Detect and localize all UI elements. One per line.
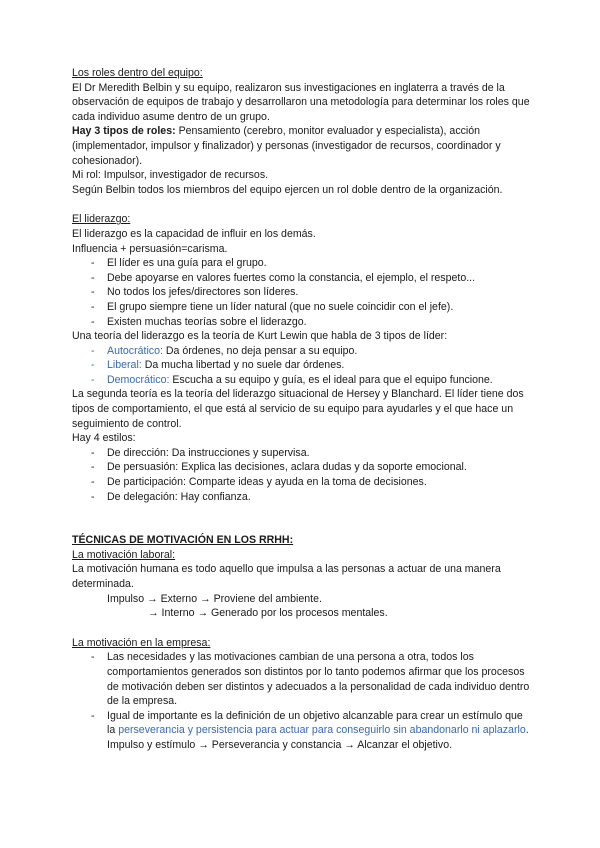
lewin-types <box>72 344 532 388</box>
point2-end: . <box>525 724 529 737</box>
list-item: - No todos los jefes/directores son líderes. <box>72 285 532 300</box>
styles-intro: Hay 4 estilos: <box>72 432 136 445</box>
leadership-points <box>72 256 532 329</box>
list-item: - De persuasión: Explica las decisiones, aclara dudas y da soporte emocional. <box>72 460 532 475</box>
roles-intro: El Dr Meredith Belbin y su equipo, realizaron sus investigaciones en inglaterra a través de la observación de equipos de trabajo y desarrollaron una metodología para determinar los roles que cada individuo asume dentro de un grupo. <box>72 81 530 123</box>
list-item: - De dirección: Da instrucciones y supervisa. <box>72 446 532 461</box>
roles-types <box>72 124 532 168</box>
roles-types-rest: Pensamiento (cerebro, monitor evaluador y especialista), acción (implementador, impulsor y finalizador) y personas (investigador de recursos, coordinador y cohesionador). <box>72 125 501 167</box>
lewin-type-name: Liberal: <box>107 359 142 372</box>
list-item: - Existen muchas teorías sobre el liderazgo. <box>72 315 532 330</box>
lewin-type-desc: Escucha a su equipo y guía, es el ideal para que el equipo funcione. <box>169 373 493 386</box>
point2-start: Igual de importante es la definición de un objetivo alcanzable para crear un estímulo que la <box>107 709 523 737</box>
roles-heading: Los roles dentro del equipo: <box>72 67 203 79</box>
document-page <box>72 66 532 753</box>
my-role: Mi rol: Impulsor, investigador de recursos. <box>72 169 269 182</box>
leadership-styles <box>72 446 532 504</box>
lewin-type-desc: Da órdenes, no deja pensar a su equipo. <box>162 344 358 357</box>
company-heading: La motivación en la empresa: <box>72 636 211 649</box>
labor-heading: La motivación laboral: <box>72 548 176 561</box>
list-item: - Las necesidades y las motivaciones cambian de una persona a otra, todos los comportamientos generados son distintos por lo tanto podemos afirmar que los procesos de motivación deben ser distintos y adecuados a la personalidad de cada individuo dentro de la empresa. <box>72 650 532 708</box>
list-item: - De participación: Comparte ideas y ayuda en la toma de decisiones. <box>72 475 532 490</box>
lewin-type-desc: Da mucha libertad y no suele dar órdenes. <box>141 359 345 372</box>
lewin-intro: Una teoría del liderazgo es la teoría de Kurt Lewin que habla de 3 tipos de líder: <box>72 330 448 343</box>
hersey-theory: La segunda teoría es la teoría del liderazgo situacional de Hersey y Blanchard. El líder tiene dos tipos de comportamiento, el que está al servicio de su equipo para ayudarles y el que hace un seguimiento de control. <box>72 388 524 430</box>
list-item <box>72 373 532 388</box>
lewin-type-name: Autocrático: <box>107 344 163 357</box>
leadership-formula: Influencia + persuasión=carisma. <box>72 242 228 255</box>
roles-types-bold: Hay 3 tipos de roles: <box>72 125 176 138</box>
lewin-type-name: Democrático: <box>107 373 170 386</box>
impulse-line-2: → Interno → Generado por los procesos mentales. <box>148 607 388 620</box>
list-item <box>72 709 532 738</box>
list-item <box>72 358 532 373</box>
leadership-heading: El liderazgo: <box>72 213 131 226</box>
belbin-statement: Según Belbin todos los miembros del equipo ejercen un rol doble dentro de la organización. <box>72 183 503 196</box>
list-item: - El líder es una guía para el grupo. <box>72 256 532 271</box>
impulse-line-1: Impulso → Externo → Proviene del ambiente. <box>107 592 322 605</box>
motivation-title: TÉCNICAS DE MOTIVACIÓN EN LOS RRHH: <box>72 534 294 547</box>
list-item: - Debe apoyarse en valores fuertes como la constancia, el ejemplo, el respeto... <box>72 271 532 286</box>
leadership-definition: El liderazgo es la capacidad de influir en los demás. <box>72 227 316 240</box>
list-item <box>72 344 532 359</box>
list-item: - El grupo siempre tiene un líder natural (que no suele coincidir con el jefe). <box>72 300 532 315</box>
list-item: - De delegación: Hay confianza. <box>72 490 532 505</box>
company-points <box>72 650 532 738</box>
point2-highlight: perseverancia y persistencia para actuar para conseguirlo sin abandonarlo ni aplazarlo <box>118 724 526 737</box>
labor-definition: La motivación humana es todo aquello que impulsa a las personas a actuar de una manera determinada. <box>72 563 501 590</box>
conclusion: Impulso y estímulo → Perseverancia y constancia → Alcanzar el objetivo. <box>107 738 453 751</box>
